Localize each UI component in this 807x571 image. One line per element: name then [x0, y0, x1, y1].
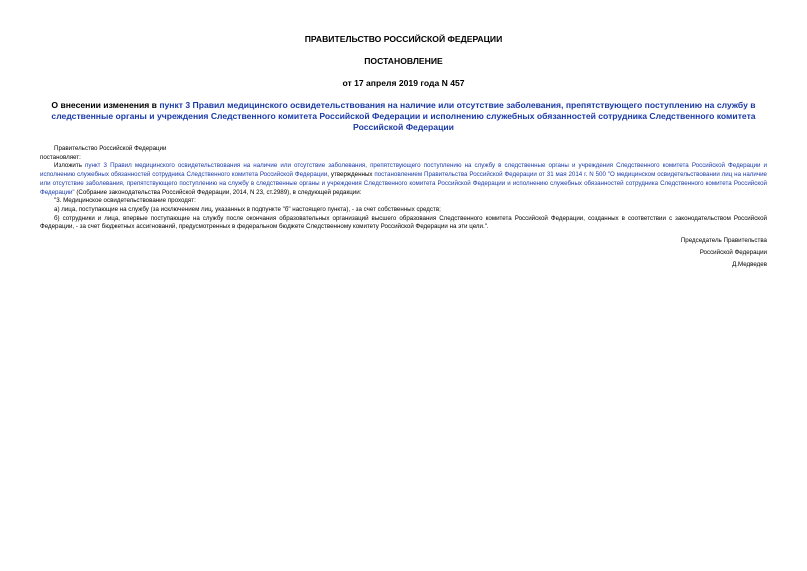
document-date-number: от 17 апреля 2019 года N 457	[342, 78, 465, 88]
resolves-line: постановляет:	[40, 153, 81, 161]
signature-position-2: Российской Федерации	[699, 249, 767, 257]
document-title	[40, 100, 767, 133]
title-prefix: О внесении изменения в	[51, 100, 160, 110]
p1-mid: , утвержденных	[327, 171, 375, 179]
paragraph-3: а) лица, поступающие на службу (за исключением лиц, указанных в подпункте "б" настоящего пункта), - за счет собственных средств;	[54, 205, 441, 213]
issuer-line: Правительство Российской Федерации	[54, 145, 167, 152]
paragraph-4: б) сотрудники и лица, впервые поступающие на службу после окончания образовательных организаций высшего образования Следственного комитета Российской Федерации, созданных в соответствии с законодательством Российской Федерации, - за счет бюджетных ассигнований, предусмотренных в федеральном бюджете Следственному комитету Российской Федерации на эти цели.".	[40, 214, 767, 231]
title-link[interactable]: пункт 3 Правил медицинского освидетельствования на наличие или отсутствие заболевания, препятствующего поступлению на службу в следственные органы и учреждения Следственного комитета Российской Федерации и исполнению служебных обязанностей сотрудника Следственного комитета Российской Федерации	[51, 100, 756, 132]
p1-link-resolution[interactable]: постановлением Правительства Российской Федерации от 31 мая 2014 г. N 500 "О медицинском освидетельствовании лиц на наличие или отсутствие заболевания, препятствующего поступлению на службу в следственные органы и учреждения Следственного комитета Российской Федерации и исполнению служебных обязанностей сотрудника Следственного комитета Российской Федерации"	[40, 171, 767, 196]
signature-position-1: Председатель Правительства	[680, 237, 767, 245]
government-heading: ПРАВИТЕЛЬСТВО РОССИЙСКОЙ ФЕДЕРАЦИИ	[304, 34, 503, 44]
document-page	[40, 34, 767, 271]
paragraph-2: "3. Медицинское освидетельствование проходят:	[54, 197, 196, 205]
signature-name: Д.Медведев	[732, 261, 767, 269]
p1-link-rules[interactable]: пункт 3 Правил медицинского освидетельствования на наличие или отсутствие заболевания, препятствующего поступлению на службу в следственные органы и учреждения Следственного комитета Российской Федерации и исполнению служебных обязанностей сотрудника Следственного комитета Российской Федерации	[40, 162, 767, 179]
paragraph-1	[40, 162, 767, 197]
p1-suffix: (Собрание законодательства Российской Федерации, 2014, N 23, ст.2989), в следующей редакции:	[74, 188, 362, 196]
signature-block	[40, 235, 767, 271]
document-type-heading: ПОСТАНОВЛЕНИЕ	[364, 56, 443, 66]
document-body	[40, 145, 767, 232]
p1-prefix: Изложить	[54, 162, 85, 170]
